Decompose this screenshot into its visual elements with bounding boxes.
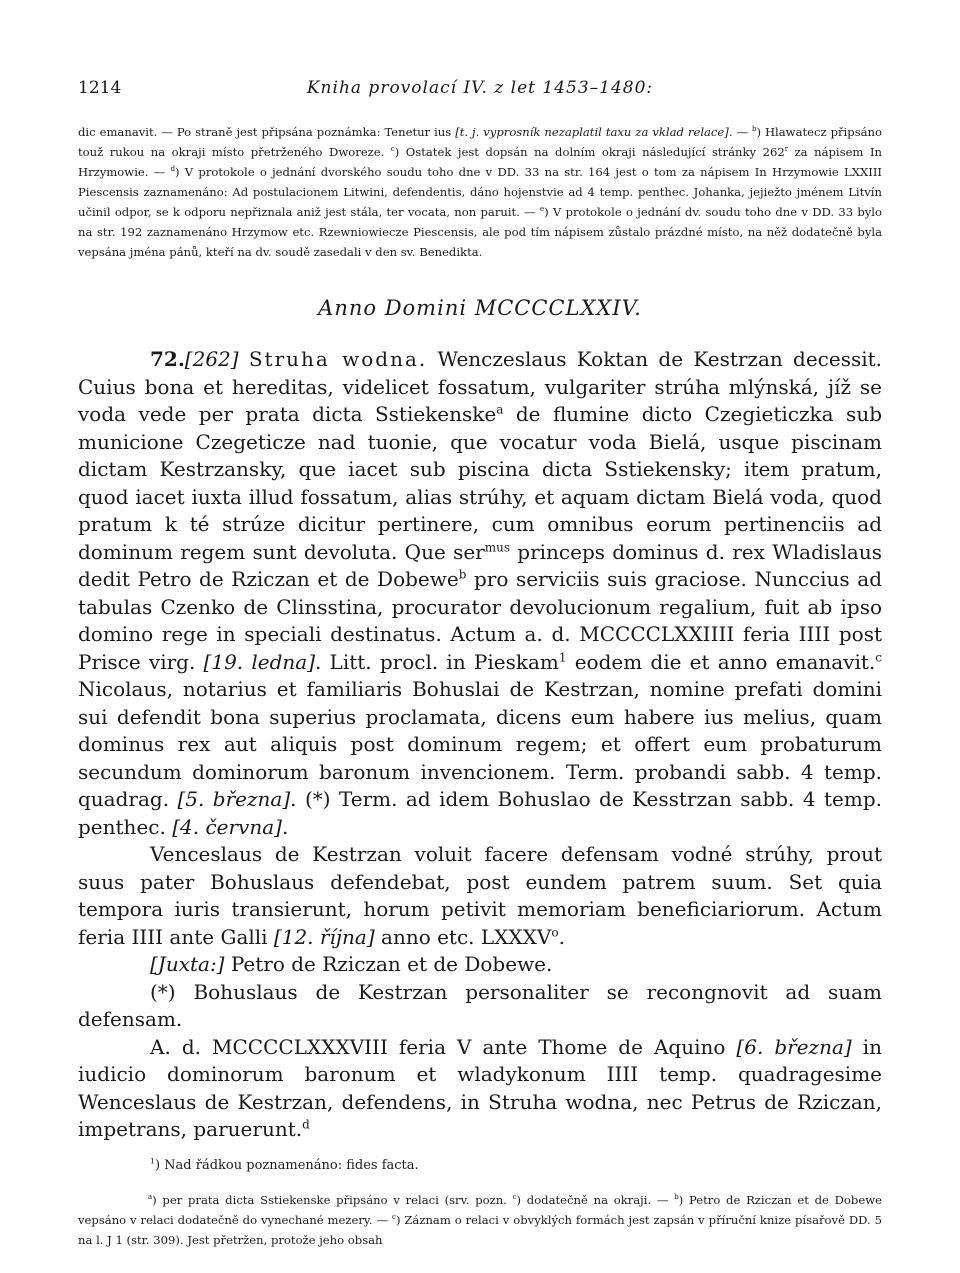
top-note: dic emanavit. — Po straně jest připsána poznámka: Tenetur ius [t. j. vyprosník nezaplatil taxu za vklad relace]. — $^b$) Hlawatecz připsáno touž rukou na okraji místo přetrženého Dworeze. $^c$) Ostatek jest dopsán na dolním okraji následující stránky 262$^r$ za nápisem In Hrzymowie. — $^d$) V protokole o jednání dvorského soudu toho dne v DD. 33 na str. 164 jest o tom za nápisem In Hrzymowie LXXIII Piescensis zaznamenáno: Ad postulacionem Litwini, defendentis, dáno hojenstvie ad 4 temp. penthec. Johanka, jejiežto jménem Litvín učinil odpor, se k odporu nepřiznala aniž jest stála, ter vocata, non paruit. — $^e$) V protokole o jednání dv. soudu toho dne v DD. 33 bylo na str. 192 zaznamenáno Hrzymow etc. Rzewniowiecze Piescensis, ale pod tím nápisem zůstalo prázdné místo, na něž dodatečně byla vepsána jména pánů, kteří na dv. soudě zasedali v den sv. Benedikta. xyxy=(78,125,882,259)
main-text xyxy=(78,346,882,1144)
folio-ref: [262] xyxy=(184,347,239,371)
paragraph: Venceslaus de Kestrzan voluit facere defensam vodné strúhy, prout suus pater Bohuslaus defendebat, post eundem patrem suum. Set quia tempora iuris transierunt, horum petivit memoriam beneficiariorum. Actum feria IIII ante Galli [12. října] anno etc. LXXXV$^o$. xyxy=(78,842,882,949)
paragraph-text: Wenczeslaus Koktan de Kestrzan decessit. Cuius bona et hereditas, videlicet fossatum, vulgariter strúha mlýnská, jíž se voda vede per prata dicta Sstiekenske$^a$ de flumine dicto Czegieticzka sub municione Czegeticze nad tuonie, que vocatur voda Bielá, usque piscinam dictam Kestrzansky, que iacet sub piscina dicta Sstiekensky; item pratum, quod iacet iuxta illud fossatum, alias strúhy, et aquam dictam Bielá voda, quod pratum k té strúze dicitur pertinere, cum omnibus eorum pertinenciis ad dominum regem sunt devoluta. Que ser$^{mus}$ princeps dominus d. rex Wladislaus dedit Petro de Rziczan et de Dobewe$^b$ pro serviciis suis graciose. Nunccius ad tabulas Czenko de Clinsstina, procurator devolucionum regalium, fuit ab ipso domino rege in speciali destinatus. Actum a. d. MCCCCLXXIIII feria IIII post Prisce virg. [19. ledna]. Litt. procl. in Pieskam$^1$ eodem die et anno emanavit.$^c$ Nicolaus, notarius et familiaris Bohuslai de Kestrzan, nomine prefati domini sui defendit bona superius proclamata, dicens eum habere ius melius, quam dominus rex aut aliquis post dominum regem; et offert eum probaturum secundum dominorum baronum invencionem. Term. probandi sabb. 4 temp. quadrag. [5. března]. (*) Term. ad idem Bohuslao de Kesstrzan sabb. 4 temp. penthec. [4. června]. xyxy=(78,347,883,839)
bottom-note: $^a$) per prata dicta Sstiekenske připsáno v relaci (srv. pozn. $^c$) dodatečně na okraji. — $^b$) Petro de Rziczan et de Dobewe vepsáno v relaci dodatečně do vynechané mezery. — $^c$) Záznam o relaci v obvyklých formách jest zapsán v příruční knize písařově DD. 5 na l. J 1 (str. 309). Jest přetržen, protože jeho obsah xyxy=(78,1192,882,1247)
page-header xyxy=(78,78,882,108)
paragraph: (*) Bohuslaus de Kestrzan personaliter se recongnovit ad suam defensam. xyxy=(78,979,882,1031)
entry-number: 72. xyxy=(150,347,185,371)
paragraph: A. d. MCCCCLXXXVIII feria V ante Thome de Aquino [6. března] in iudicio dominorum baronum et wladykonum IIII temp. quadragesime Wenceslaus de Kestrzan, defendens, in Struha wodna, nec Petrus de Rziczan, impetrans, paruerunt.$^d$ xyxy=(78,1034,882,1141)
footnote-1: $^1$) Nad řádkou poznamenáno: fides facta. xyxy=(150,1156,419,1173)
paragraph: [Juxta:] Petro de Rziczan et de Dobewe. xyxy=(150,952,553,976)
entry-title: Struha wodna. xyxy=(248,347,428,371)
year-heading: Anno Domini MCCCCLXXIV. xyxy=(318,296,642,320)
top-footnotes xyxy=(78,122,882,262)
running-title: Kniha provolací IV. z let 1453–1480: xyxy=(306,78,654,98)
bottom-footnotes xyxy=(78,1190,882,1250)
entry-paragraph xyxy=(78,346,882,841)
page-number: 1214 xyxy=(78,78,122,98)
